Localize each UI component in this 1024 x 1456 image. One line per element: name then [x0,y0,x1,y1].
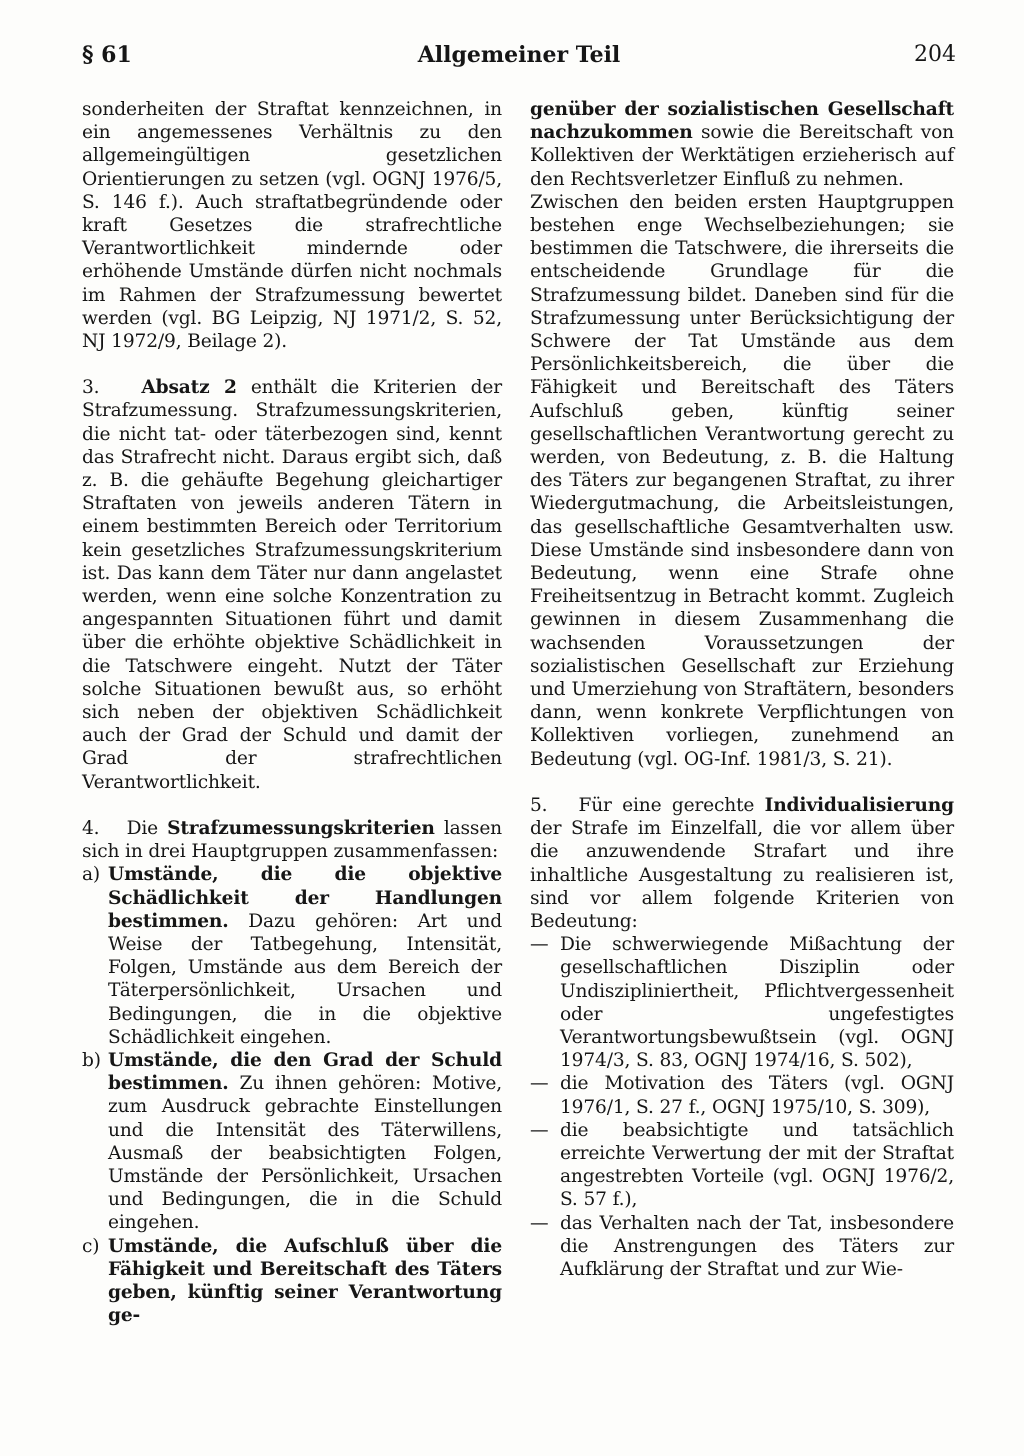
list-item-text: das Verhalten nach der Tat, insbesondere die Anstrengungen des Täters zur Aufklärung der Straftat und zur Wie- [560,1212,954,1280]
right-column [530,98,954,1281]
list-item [530,1119,954,1212]
paragraph-bold-term: Absatz 2 [141,377,237,399]
list-item [82,1049,502,1235]
page-number: 204 [914,42,956,67]
list-item-text: die beabsichtigte und tatsächlich erreichte Verwertung der mit der Straftat angestrebten Vorteile (vgl. OGNJ 1976/2, S. 57 f.), [560,1119,954,1211]
paragraph-number: 3. [82,377,100,399]
paragraph-number: 5. [530,794,548,816]
list-item-label: a) [82,864,101,886]
section-number: § 61 [82,42,132,68]
page-title: Allgemeiner Teil [417,42,621,68]
dash-bullet: — [530,934,549,956]
list-item [530,1072,954,1118]
paragraph-lead: Für eine gerechte [578,794,755,816]
paragraph-text: der Strafe im Einzelfall, die vor allem über die anzuwendende Strafart und ihre inhaltliche Ausgestaltung zu realisieren ist, sind vor allem folgende Kriterien von Bedeutung: [530,818,954,932]
dash-bullet: — [530,1119,549,1141]
paragraph-continued [530,98,954,191]
paragraph-4 [82,817,502,863]
list-item-text: Dazu gehören: Art und Weise der Tatbegehung, Intensität, Folgen, Umstände aus dem Bereich der Täterpersönlichkeit, Ursachen und Bedingungen, die in die objektive Schädlichkeit eingehen. [108,910,502,1048]
paragraph-3 [82,376,502,794]
list-item-text: Die schwerwiegende Mißachtung der gesellschaftlichen Disziplin oder Undiszipliniertheit, Pflichtvergessenheit oder ungefestigtes Verantwortungsbewußtsein (vgl. OGNJ 1974/3, S. 83, OGNJ 1974/16, S. 502), [560,934,954,1072]
page-header [82,42,956,82]
paragraph-lead: Die [126,817,159,839]
list-item-label: b) [82,1049,101,1071]
list-item-bold: Umstände, die Aufschluß über die Fähigkeit und Bereitschaft des Täters geben, künftig seiner Verantwortung ge- [108,1235,502,1327]
dash-bullet: — [530,1212,549,1234]
list-item [82,863,502,1049]
list-item [530,1212,954,1282]
paragraph-number: 4. [82,817,100,839]
list-item-bold: Umstände, die die objektive Schädlichkeit der Handlungen bestimmen. [108,864,502,932]
paragraph-text: sowie die Bereitschaft von Kollektiven der Werktätigen erzieherisch auf den Rechtsverletzer Einfluß zu nehmen. [530,122,954,190]
list-item [530,933,954,1072]
paragraph: Zwischen den beiden ersten Hauptgruppen bestehen enge Wechselbeziehungen; sie bestimmen die Tatschwere, die ihrerseits die entscheidende Grundlage für die Strafzumessung bildet. Daneben sind für die Strafzumessung unter Berücksichtigung der Schwere der Tat Umstände aus dem Persönlichkeitsbereich, die über die Fähigkeit und Bereitschaft des Täters Aufschluß geben, künftig seiner gesellschaftlichen Verantwortung gerecht zu werden, von Bedeutung, z. B. die Haltung des Täters zur begangenen Straftat, zu ihrer Wiedergutmachung, die Arbeitsleistungen, das gesellschaftliche Gesamtverhalten usw. Diese Umstände sind insbesondere dann von Bedeutung, wenn eine Strafe ohne Freiheitsentzug in Betracht kommt. Zugleich gewinnen in diesem Zusammenhang die wachsenden Voraussetzungen der sozialistischen Gesellschaft zur Erziehung und Umerziehung von Straftätern, besonders dann, wenn konkrete Verpflichtungen von Kollektiven vorliegen, zunehmend an Bedeutung (vgl. OG-Inf. 1981/3, S. 21). [530,191,954,770]
dash-bullet: — [530,1073,549,1095]
list-item-text: die Motivation des Täters (vgl. OGNJ 1976/1, S. 27 f., OGNJ 1975/10, S. 309), [560,1073,954,1118]
paragraph-bold-term: Strafzumessungskriterien [167,817,435,839]
paragraph-5 [530,794,954,933]
paragraph-text: lassen sich in drei Hauptgruppen zusammenfassen: [82,817,503,863]
list-item-label: c) [82,1235,100,1257]
paragraph-bold-term: Individualisierung [764,794,954,816]
paragraph-bold-term: genüber der sozialistischen Gesellschaft nachzukommen [530,99,954,144]
list-item [82,1235,502,1328]
list-item-text: Zu ihnen gehören: Motive, zum Ausdruck gebrachte Einstellungen und die Intensität des Täterwillens, Ausmaß der beabsichtigten Folgen, Umstände der Persönlichkeit, Ursachen und Bedingungen, die in die Schuld eingehen. [108,1073,502,1234]
left-column [82,98,502,1327]
list-item-bold: Umstände, die den Grad der Schuld bestimmen. [108,1049,502,1095]
paragraph-text: enthält die Kriterien der Strafzumessung. Strafzumessungskriterien, die nicht tat- oder täterbezogen sind, kennt das Strafrecht nicht. Daraus ergibt sich, daß z. B. die gehäufte Begehung gleichartiger Straftaten von jeweils anderen Tätern in einem bestimmten Bereich oder Territorium kein gesetzliches Strafzumessungskriterium ist. Das kann dem Täter nur dann angelastet werden, wenn eine solche Konzentration zu angespannten Situationen führt und damit über die erhöhte objektive Schädlichkeit in die Tatschwere eingeht. Nutzt der Täter solche Situationen bewußt aus, so erhöht sich neben der objektiven Schädlichkeit auch der Grad der Schuld und damit der Grad der strafrechtlichen Verantwortlichkeit. [82,377,503,793]
paragraph-continued: sonderheiten der Straftat kennzeichnen, in ein angemessenes Verhältnis zu den allgemeingültigen gesetzlichen Orientierungen zu setzen (vgl. OGNJ 1976/5, S. 146 f.). Auch straftatbegründende oder kraft Gesetzes die strafrechtliche Verantwortlichkeit mindernde oder erhöhende Umstände dürfen nicht nochmals im Rahmen der Strafzumessung bewertet werden (vgl. BG Leipzig, NJ 1971/2, S. 52, NJ 1972/9, Beilage 2). [82,99,502,353]
